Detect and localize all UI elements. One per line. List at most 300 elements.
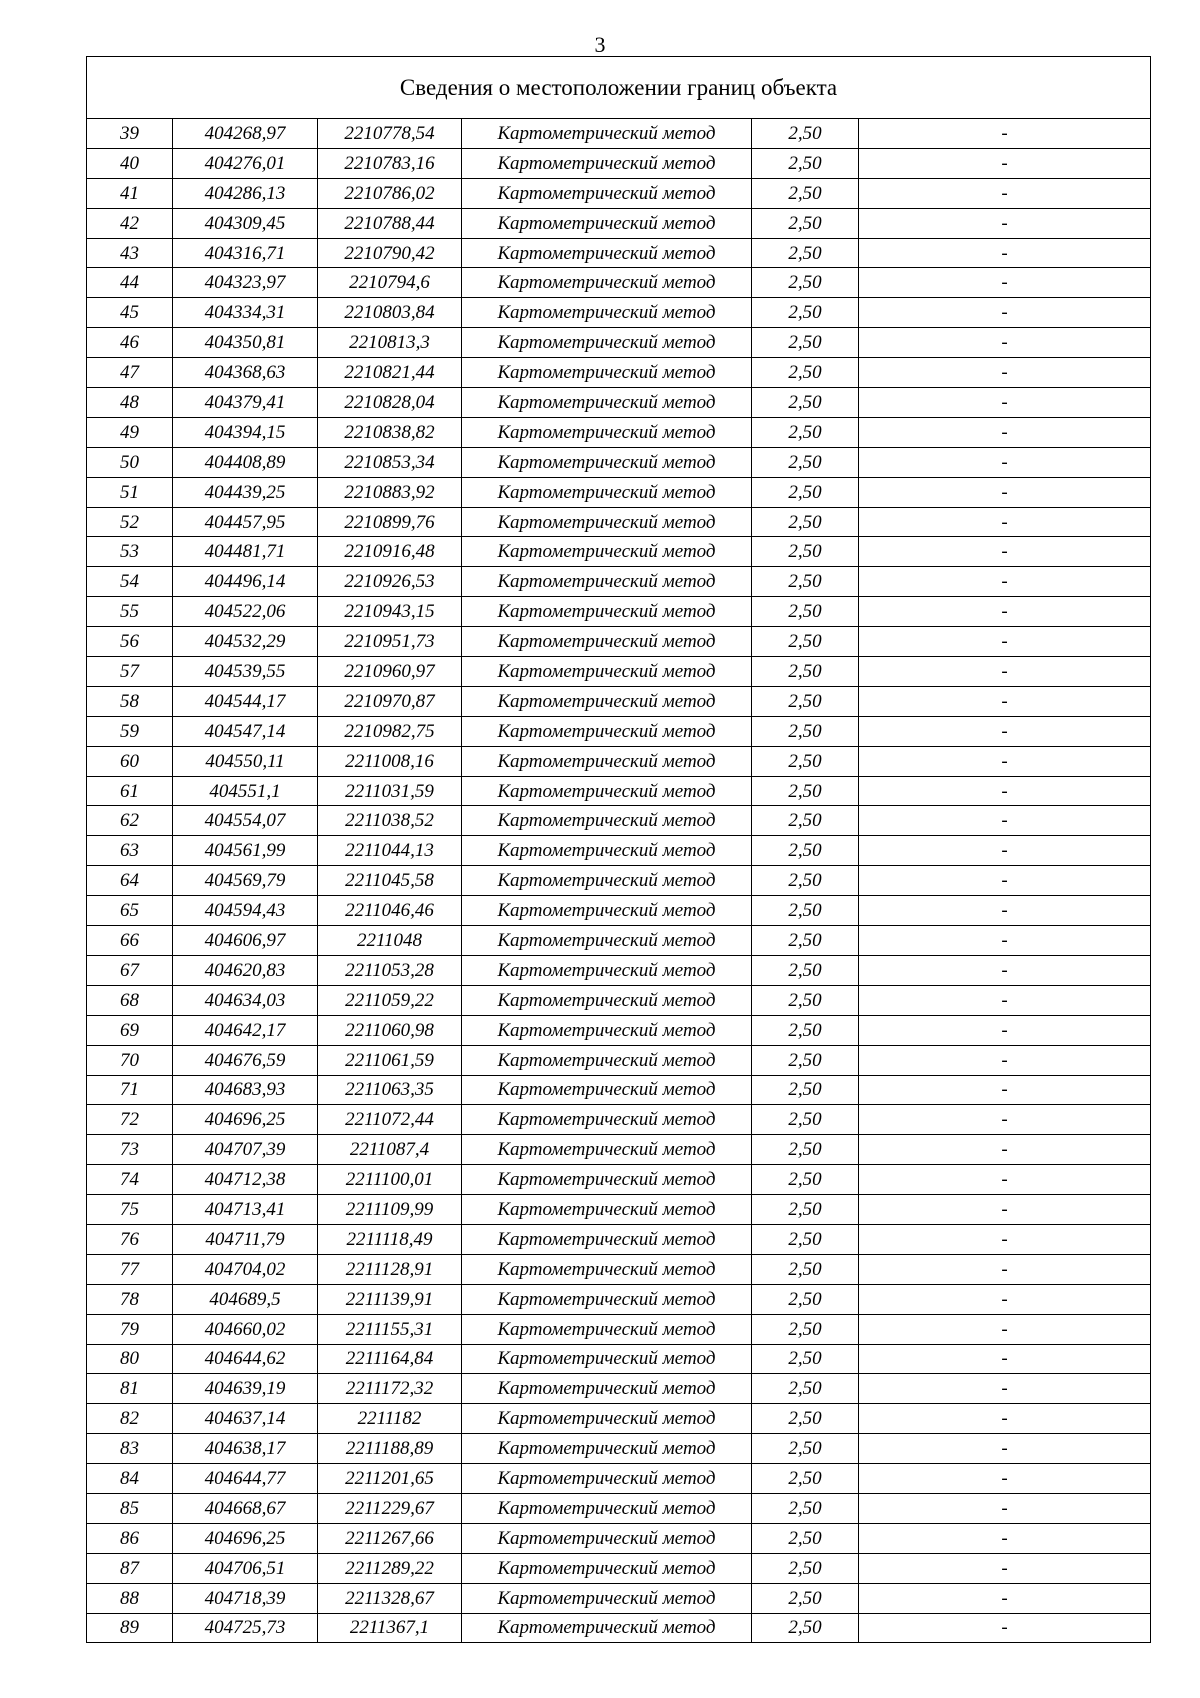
method-cell: Картометрический метод	[462, 1254, 752, 1284]
x-coordinate-cell: 404639,19	[173, 1374, 318, 1404]
table-row	[87, 806, 1151, 836]
description-cell: -	[859, 1613, 1151, 1643]
x-coordinate-cell: 404606,97	[173, 926, 318, 956]
method-cell: Картометрический метод	[462, 866, 752, 896]
x-coordinate-cell: 404718,39	[173, 1583, 318, 1613]
x-coordinate-cell: 404539,55	[173, 657, 318, 687]
table-row	[87, 178, 1151, 208]
x-coordinate-cell: 404334,31	[173, 298, 318, 328]
method-cell: Картометрический метод	[462, 567, 752, 597]
y-coordinate-cell: 2210828,04	[318, 388, 462, 418]
accuracy-cell: 2,50	[752, 1583, 859, 1613]
method-cell: Картометрический метод	[462, 1404, 752, 1434]
description-cell: -	[859, 686, 1151, 716]
y-coordinate-cell: 2211128,91	[318, 1254, 462, 1284]
y-coordinate-cell: 2211038,52	[318, 806, 462, 836]
x-coordinate-cell: 404668,67	[173, 1493, 318, 1523]
x-coordinate-cell: 404696,25	[173, 1105, 318, 1135]
accuracy-cell: 2,50	[752, 1314, 859, 1344]
x-coordinate-cell: 404522,06	[173, 597, 318, 627]
table-row	[87, 388, 1151, 418]
description-cell: -	[859, 597, 1151, 627]
accuracy-cell: 2,50	[752, 148, 859, 178]
table-row	[87, 746, 1151, 776]
method-cell: Картометрический метод	[462, 208, 752, 238]
y-coordinate-cell: 2211109,99	[318, 1195, 462, 1225]
accuracy-cell: 2,50	[752, 1464, 859, 1494]
method-cell: Картометрический метод	[462, 1553, 752, 1583]
point-number-cell: 65	[87, 896, 173, 926]
method-cell: Картометрический метод	[462, 1045, 752, 1075]
accuracy-cell: 2,50	[752, 447, 859, 477]
table-row	[87, 866, 1151, 896]
accuracy-cell: 2,50	[752, 746, 859, 776]
method-cell: Картометрический метод	[462, 298, 752, 328]
x-coordinate-cell: 404569,79	[173, 866, 318, 896]
table-row	[87, 776, 1151, 806]
x-coordinate-cell: 404704,02	[173, 1254, 318, 1284]
table-row	[87, 716, 1151, 746]
point-number-cell: 86	[87, 1523, 173, 1553]
accuracy-cell: 2,50	[752, 1523, 859, 1553]
accuracy-cell: 2,50	[752, 657, 859, 687]
point-number-cell: 68	[87, 985, 173, 1015]
point-number-cell: 80	[87, 1344, 173, 1374]
description-cell: -	[859, 567, 1151, 597]
point-number-cell: 63	[87, 836, 173, 866]
description-cell: -	[859, 178, 1151, 208]
table-row	[87, 358, 1151, 388]
point-number-cell: 57	[87, 657, 173, 687]
description-cell: -	[859, 1075, 1151, 1105]
accuracy-cell: 2,50	[752, 298, 859, 328]
method-cell: Картометрический метод	[462, 597, 752, 627]
table-row	[87, 417, 1151, 447]
y-coordinate-cell: 2210853,34	[318, 447, 462, 477]
x-coordinate-cell: 404554,07	[173, 806, 318, 836]
accuracy-cell: 2,50	[752, 836, 859, 866]
point-number-cell: 89	[87, 1613, 173, 1643]
method-cell: Картометрический метод	[462, 1015, 752, 1045]
x-coordinate-cell: 404532,29	[173, 627, 318, 657]
accuracy-cell: 2,50	[752, 567, 859, 597]
table-row	[87, 1613, 1151, 1643]
y-coordinate-cell: 2211367,1	[318, 1613, 462, 1643]
description-cell: -	[859, 1015, 1151, 1045]
x-coordinate-cell: 404594,43	[173, 896, 318, 926]
x-coordinate-cell: 404408,89	[173, 447, 318, 477]
accuracy-cell: 2,50	[752, 896, 859, 926]
x-coordinate-cell: 404689,5	[173, 1284, 318, 1314]
method-cell: Картометрический метод	[462, 776, 752, 806]
point-number-cell: 42	[87, 208, 173, 238]
point-number-cell: 62	[87, 806, 173, 836]
x-coordinate-cell: 404551,1	[173, 776, 318, 806]
description-cell: -	[859, 119, 1151, 149]
point-number-cell: 76	[87, 1224, 173, 1254]
method-cell: Картометрический метод	[462, 806, 752, 836]
description-cell: -	[859, 1374, 1151, 1404]
x-coordinate-cell: 404550,11	[173, 746, 318, 776]
method-cell: Картометрический метод	[462, 716, 752, 746]
point-number-cell: 59	[87, 716, 173, 746]
point-number-cell: 69	[87, 1015, 173, 1045]
description-cell: -	[859, 1553, 1151, 1583]
point-number-cell: 60	[87, 746, 173, 776]
description-cell: -	[859, 1464, 1151, 1494]
method-cell: Картометрический метод	[462, 657, 752, 687]
method-cell: Картометрический метод	[462, 985, 752, 1015]
point-number-cell: 64	[87, 866, 173, 896]
accuracy-cell: 2,50	[752, 1284, 859, 1314]
x-coordinate-cell: 404676,59	[173, 1045, 318, 1075]
y-coordinate-cell: 2211100,01	[318, 1165, 462, 1195]
y-coordinate-cell: 2211188,89	[318, 1434, 462, 1464]
x-coordinate-cell: 404394,15	[173, 417, 318, 447]
y-coordinate-cell: 2210803,84	[318, 298, 462, 328]
description-cell: -	[859, 447, 1151, 477]
table-row	[87, 507, 1151, 537]
table-row	[87, 1464, 1151, 1494]
method-cell: Картометрический метод	[462, 148, 752, 178]
method-cell: Картометрический метод	[462, 836, 752, 866]
table-row	[87, 477, 1151, 507]
x-coordinate-cell: 404706,51	[173, 1553, 318, 1583]
description-cell: -	[859, 388, 1151, 418]
method-cell: Картометрический метод	[462, 1523, 752, 1553]
x-coordinate-cell: 404561,99	[173, 836, 318, 866]
point-number-cell: 47	[87, 358, 173, 388]
description-cell: -	[859, 1583, 1151, 1613]
accuracy-cell: 2,50	[752, 1015, 859, 1045]
method-cell: Картометрический метод	[462, 178, 752, 208]
x-coordinate-cell: 404439,25	[173, 477, 318, 507]
method-cell: Картометрический метод	[462, 388, 752, 418]
point-number-cell: 46	[87, 328, 173, 358]
method-cell: Картометрический метод	[462, 746, 752, 776]
accuracy-cell: 2,50	[752, 358, 859, 388]
point-number-cell: 81	[87, 1374, 173, 1404]
description-cell: -	[859, 896, 1151, 926]
table-row	[87, 537, 1151, 567]
accuracy-cell: 2,50	[752, 328, 859, 358]
method-cell: Картометрический метод	[462, 477, 752, 507]
description-cell: -	[859, 806, 1151, 836]
accuracy-cell: 2,50	[752, 1075, 859, 1105]
description-cell: -	[859, 1224, 1151, 1254]
accuracy-cell: 2,50	[752, 238, 859, 268]
accuracy-cell: 2,50	[752, 1045, 859, 1075]
x-coordinate-cell: 404711,79	[173, 1224, 318, 1254]
accuracy-cell: 2,50	[752, 1374, 859, 1404]
table-row	[87, 1374, 1151, 1404]
x-coordinate-cell: 404316,71	[173, 238, 318, 268]
point-number-cell: 88	[87, 1583, 173, 1613]
y-coordinate-cell: 2211045,58	[318, 866, 462, 896]
table-row	[87, 1284, 1151, 1314]
description-cell: -	[859, 417, 1151, 447]
point-number-cell: 67	[87, 955, 173, 985]
table-row	[87, 1344, 1151, 1374]
y-coordinate-cell: 2211061,59	[318, 1045, 462, 1075]
accuracy-cell: 2,50	[752, 1344, 859, 1374]
x-coordinate-cell: 404634,03	[173, 985, 318, 1015]
accuracy-cell: 2,50	[752, 208, 859, 238]
table-row	[87, 955, 1151, 985]
method-cell: Картометрический метод	[462, 627, 752, 657]
table-title: Сведения о местоположении границ объекта	[87, 57, 1151, 119]
y-coordinate-cell: 2210794,6	[318, 268, 462, 298]
point-number-cell: 87	[87, 1553, 173, 1583]
x-coordinate-cell: 404309,45	[173, 208, 318, 238]
table-row	[87, 1165, 1151, 1195]
x-coordinate-cell: 404638,17	[173, 1434, 318, 1464]
table-row	[87, 238, 1151, 268]
point-number-cell: 83	[87, 1434, 173, 1464]
y-coordinate-cell: 2210838,82	[318, 417, 462, 447]
y-coordinate-cell: 2211087,4	[318, 1135, 462, 1165]
description-cell: -	[859, 926, 1151, 956]
description-cell: -	[859, 1254, 1151, 1284]
method-cell: Картометрический метод	[462, 1284, 752, 1314]
y-coordinate-cell: 2210951,73	[318, 627, 462, 657]
table-row	[87, 1075, 1151, 1105]
point-number-cell: 77	[87, 1254, 173, 1284]
x-coordinate-cell: 404268,97	[173, 119, 318, 149]
method-cell: Картометрический метод	[462, 1344, 752, 1374]
point-number-cell: 75	[87, 1195, 173, 1225]
method-cell: Картометрический метод	[462, 417, 752, 447]
description-cell: -	[859, 238, 1151, 268]
y-coordinate-cell: 2211060,98	[318, 1015, 462, 1045]
y-coordinate-cell: 2211201,65	[318, 1464, 462, 1494]
y-coordinate-cell: 2211053,28	[318, 955, 462, 985]
y-coordinate-cell: 2211164,84	[318, 1344, 462, 1374]
point-number-cell: 50	[87, 447, 173, 477]
method-cell: Картометрический метод	[462, 238, 752, 268]
point-number-cell: 85	[87, 1493, 173, 1523]
accuracy-cell: 2,50	[752, 1404, 859, 1434]
accuracy-cell: 2,50	[752, 1224, 859, 1254]
method-cell: Картометрический метод	[462, 119, 752, 149]
y-coordinate-cell: 2210778,54	[318, 119, 462, 149]
description-cell: -	[859, 776, 1151, 806]
accuracy-cell: 2,50	[752, 178, 859, 208]
table-row	[87, 567, 1151, 597]
x-coordinate-cell: 404481,71	[173, 537, 318, 567]
point-number-cell: 52	[87, 507, 173, 537]
y-coordinate-cell: 2210926,53	[318, 567, 462, 597]
x-coordinate-cell: 404683,93	[173, 1075, 318, 1105]
table-row	[87, 896, 1151, 926]
method-cell: Картометрический метод	[462, 268, 752, 298]
method-cell: Картометрический метод	[462, 537, 752, 567]
description-cell: -	[859, 268, 1151, 298]
accuracy-cell: 2,50	[752, 1553, 859, 1583]
x-coordinate-cell: 404642,17	[173, 1015, 318, 1045]
method-cell: Картометрический метод	[462, 1165, 752, 1195]
description-cell: -	[859, 1135, 1151, 1165]
x-coordinate-cell: 404544,17	[173, 686, 318, 716]
description-cell: -	[859, 1404, 1151, 1434]
description-cell: -	[859, 657, 1151, 687]
x-coordinate-cell: 404286,13	[173, 178, 318, 208]
y-coordinate-cell: 2211044,13	[318, 836, 462, 866]
table-row	[87, 1015, 1151, 1045]
table-row	[87, 1583, 1151, 1613]
table-row	[87, 119, 1151, 149]
accuracy-cell: 2,50	[752, 716, 859, 746]
accuracy-cell: 2,50	[752, 597, 859, 627]
table-row	[87, 1224, 1151, 1254]
y-coordinate-cell: 2211172,32	[318, 1374, 462, 1404]
method-cell: Картометрический метод	[462, 1493, 752, 1523]
boundary-coordinates-table	[86, 56, 1151, 1643]
method-cell: Картометрический метод	[462, 1314, 752, 1344]
point-number-cell: 71	[87, 1075, 173, 1105]
accuracy-cell: 2,50	[752, 507, 859, 537]
point-number-cell: 39	[87, 119, 173, 149]
x-coordinate-cell: 404368,63	[173, 358, 318, 388]
description-cell: -	[859, 985, 1151, 1015]
y-coordinate-cell: 2211155,31	[318, 1314, 462, 1344]
point-number-cell: 58	[87, 686, 173, 716]
y-coordinate-cell: 2211063,35	[318, 1075, 462, 1105]
point-number-cell: 73	[87, 1135, 173, 1165]
description-cell: -	[859, 358, 1151, 388]
y-coordinate-cell: 2210813,3	[318, 328, 462, 358]
method-cell: Картометрический метод	[462, 896, 752, 926]
point-number-cell: 82	[87, 1404, 173, 1434]
method-cell: Картометрический метод	[462, 955, 752, 985]
x-coordinate-cell: 404379,41	[173, 388, 318, 418]
method-cell: Картометрический метод	[462, 1195, 752, 1225]
description-cell: -	[859, 1165, 1151, 1195]
y-coordinate-cell: 2211289,22	[318, 1553, 462, 1583]
description-cell: -	[859, 537, 1151, 567]
table-row	[87, 686, 1151, 716]
method-cell: Картометрический метод	[462, 447, 752, 477]
table-row	[87, 208, 1151, 238]
x-coordinate-cell: 404323,97	[173, 268, 318, 298]
page-number: 3	[594, 32, 606, 57]
method-cell: Картометрический метод	[462, 1374, 752, 1404]
x-coordinate-cell: 404350,81	[173, 328, 318, 358]
method-cell: Картометрический метод	[462, 507, 752, 537]
x-coordinate-cell: 404620,83	[173, 955, 318, 985]
point-number-cell: 51	[87, 477, 173, 507]
y-coordinate-cell: 2210786,02	[318, 178, 462, 208]
y-coordinate-cell: 2210960,97	[318, 657, 462, 687]
method-cell: Картометрический метод	[462, 1075, 752, 1105]
accuracy-cell: 2,50	[752, 1613, 859, 1643]
table-row	[87, 836, 1151, 866]
y-coordinate-cell: 2210883,92	[318, 477, 462, 507]
point-number-cell: 41	[87, 178, 173, 208]
table-row	[87, 1314, 1151, 1344]
accuracy-cell: 2,50	[752, 1493, 859, 1523]
description-cell: -	[859, 1344, 1151, 1374]
x-coordinate-cell: 404496,14	[173, 567, 318, 597]
description-cell: -	[859, 148, 1151, 178]
description-cell: -	[859, 1493, 1151, 1523]
accuracy-cell: 2,50	[752, 776, 859, 806]
y-coordinate-cell: 2211229,67	[318, 1493, 462, 1523]
method-cell: Картометрический метод	[462, 1135, 752, 1165]
accuracy-cell: 2,50	[752, 388, 859, 418]
description-cell: -	[859, 746, 1151, 776]
table-row	[87, 328, 1151, 358]
description-cell: -	[859, 208, 1151, 238]
table-row	[87, 1135, 1151, 1165]
accuracy-cell: 2,50	[752, 1105, 859, 1135]
point-number-cell: 45	[87, 298, 173, 328]
method-cell: Картометрический метод	[462, 1224, 752, 1254]
x-coordinate-cell: 404712,38	[173, 1165, 318, 1195]
y-coordinate-cell: 2211031,59	[318, 776, 462, 806]
x-coordinate-cell: 404725,73	[173, 1613, 318, 1643]
accuracy-cell: 2,50	[752, 627, 859, 657]
table-row	[87, 1045, 1151, 1075]
method-cell: Картометрический метод	[462, 686, 752, 716]
table-row	[87, 985, 1151, 1015]
point-number-cell: 55	[87, 597, 173, 627]
description-cell: -	[859, 1434, 1151, 1464]
accuracy-cell: 2,50	[752, 268, 859, 298]
point-number-cell: 49	[87, 417, 173, 447]
point-number-cell: 44	[87, 268, 173, 298]
x-coordinate-cell: 404457,95	[173, 507, 318, 537]
y-coordinate-cell: 2211059,22	[318, 985, 462, 1015]
y-coordinate-cell: 2210783,16	[318, 148, 462, 178]
point-number-cell: 79	[87, 1314, 173, 1344]
description-cell: -	[859, 1195, 1151, 1225]
y-coordinate-cell: 2211139,91	[318, 1284, 462, 1314]
table-row	[87, 268, 1151, 298]
table-row	[87, 298, 1151, 328]
accuracy-cell: 2,50	[752, 1135, 859, 1165]
method-cell: Картометрический метод	[462, 1613, 752, 1643]
x-coordinate-cell: 404276,01	[173, 148, 318, 178]
accuracy-cell: 2,50	[752, 477, 859, 507]
table-body	[87, 57, 1151, 1643]
accuracy-cell: 2,50	[752, 537, 859, 567]
accuracy-cell: 2,50	[752, 686, 859, 716]
y-coordinate-cell: 2211328,67	[318, 1583, 462, 1613]
point-number-cell: 43	[87, 238, 173, 268]
point-number-cell: 53	[87, 537, 173, 567]
accuracy-cell: 2,50	[752, 417, 859, 447]
table-row	[87, 148, 1151, 178]
y-coordinate-cell: 2210790,42	[318, 238, 462, 268]
description-cell: -	[859, 298, 1151, 328]
x-coordinate-cell: 404637,14	[173, 1404, 318, 1434]
x-coordinate-cell: 404547,14	[173, 716, 318, 746]
accuracy-cell: 2,50	[752, 1195, 859, 1225]
method-cell: Картометрический метод	[462, 1105, 752, 1135]
method-cell: Картометрический метод	[462, 328, 752, 358]
y-coordinate-cell: 2210899,76	[318, 507, 462, 537]
description-cell: -	[859, 1284, 1151, 1314]
table-row	[87, 627, 1151, 657]
table-row	[87, 1105, 1151, 1135]
table-row	[87, 926, 1151, 956]
x-coordinate-cell: 404713,41	[173, 1195, 318, 1225]
y-coordinate-cell: 2210788,44	[318, 208, 462, 238]
accuracy-cell: 2,50	[752, 1165, 859, 1195]
table-row	[87, 597, 1151, 627]
table-row	[87, 1254, 1151, 1284]
